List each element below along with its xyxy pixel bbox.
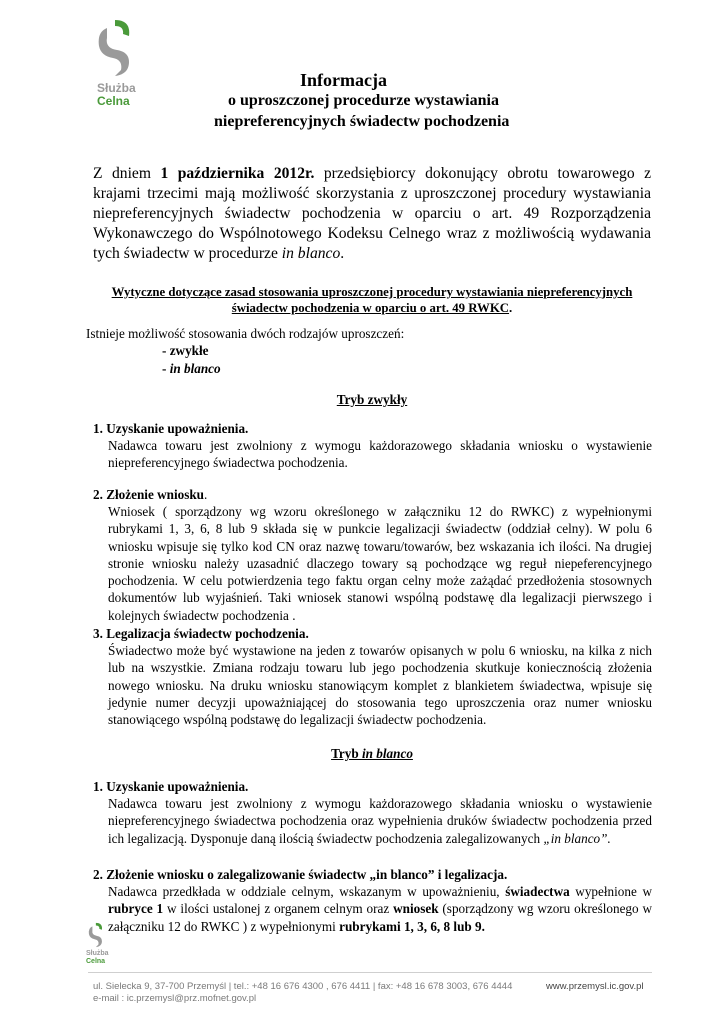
intro-part2: przedsiębiorcy dokonujący obrotu towarowego z krajami trzecimi mają możliwość skorzystania z uproszczonej procedury wystawiania niepreferencyjnych świadectw pochodzenia w oparciu o art. 49 Rozporządzenia Wykonawczego do Wspólnotowego Kodeksu Celnego wraz z możliwością wydawania tych świadectw w procedurze (93, 165, 651, 262)
intro-part1: Z dniem (93, 165, 161, 182)
blanco-s1-text: Nadawca towaru jest zwolniony z wymogu każdorazowego składania wniosku o wystawienie niepreferencyjnego świadectwa pochodzenia oraz wypełnienia druków świadectw pochodzenia przed ich legalizacją. Dysponuje daną ilością świadectw pochodzenia zalegalizowanych (108, 796, 652, 846)
intro-paragraph (93, 164, 651, 264)
blanco-s2-title: 2. Złożenie wniosku o zalegalizowanie świadectw „in blanco” i legalizacja. (93, 867, 508, 882)
normal-s2-body: Wniosek ( sporządzony wg wzoru określonego w załączniku 12 do RWKC) z wypełnionymi rubrykami 1, 3, 6, 8 lub 9 składa się w punkcie legalizacji świadectw (oddział celny). W polu 6 wniosku wpisuje się tylko kod CN oraz nazwę towaru/towarów, bez wskazania ich ilości. Na drugiej stronie wniosku należy uzasadnić dlaczego towary są pochodzące wg reguł niepeferencyjnego pochodzenia. W celu potwierdzenia tego faktu organ celny może zażądać przedłożenia stosownych dokumentów lub wyjaśnień. Taki wniosek stanowi wspólną podstawę dla legalizacji pierwszego i kolejnych świadectw pochodzenia . (108, 504, 652, 623)
subtitle-line2: niepreferencyjnych świadectw pochodzenia (214, 113, 510, 130)
mode-blanco-italic: in blanco (361, 746, 413, 761)
mode-blanco-prefix: Tryb (331, 746, 362, 761)
normal-s1-body: Nadawca towaru jest zwolniony z wymogu każdorazowego składania wniosku o wystawienie niepreferencyjnego świadectwa pochodzenia. (108, 438, 652, 471)
blanco-s1-body (108, 795, 652, 847)
types-intro: Istnieje możliwość stosowania dwóch rodzajów uproszczeń: (86, 326, 405, 341)
mode-normal-heading: Tryb zwykły (336, 392, 408, 407)
guidelines-line1: Wytyczne dotyczące zasad stosowania uproszczonej procedury wystawiania niepreferencyjnych (111, 285, 633, 299)
blanco-s2-b: świadectwa (505, 884, 570, 899)
blanco-s2-c: wypełnione w (569, 884, 652, 899)
blanco-s2-h: rubrykami 1, 3, 6, 8 lub 9. (339, 918, 485, 934)
normal-s2-title-end: . (204, 487, 208, 502)
type-blanco (162, 360, 221, 377)
blanco-s1-title: 1. Uzyskanie upoważnienia. (93, 779, 249, 794)
logo-line1: Służba (97, 81, 136, 95)
footer-divider (88, 972, 652, 973)
page-title: Informacja (300, 70, 387, 90)
guidelines-dot: . (509, 301, 513, 315)
type-blanco-italic: in blanco (169, 361, 221, 376)
guidelines-line2: świadectw pochodzenia w oparciu o art. 49 RWKC (231, 301, 510, 315)
footer-email[interactable]: e-mail : ic.przemysl@prz.mofnet.gov.pl (93, 993, 257, 1004)
type-blanco-dash: - (162, 361, 170, 376)
blanco-s2-g: (sporządzony wg wzoru określonego w załączniku 12 do RWKC ) z wypełnionymi (108, 901, 653, 934)
type-normal: - zwykłe (162, 343, 209, 358)
subtitle-line1: o uproszczonej procedurze wystawiania (228, 92, 499, 109)
normal-s1-title: 1. Uzyskanie upoważnienia. (93, 421, 249, 436)
blanco-s2-d: rubryce 1 (108, 901, 164, 917)
footer-logo-icon (86, 922, 104, 948)
logo-text (97, 82, 136, 108)
footer-address (93, 981, 512, 1005)
blanco-s2-f: wniosek (393, 901, 439, 917)
mode-blanco-heading (93, 746, 651, 762)
footer-logo-line2: Celna (86, 958, 106, 965)
footer-logo-text (86, 950, 109, 966)
logo-line2: Celna (97, 94, 130, 108)
footer-logo-line1: Służba (86, 950, 109, 957)
normal-s2-title (93, 486, 207, 503)
intro-italic: in blanco (281, 245, 341, 262)
blanco-s2-a: Nadawca przedkłada w oddziale celnym, wskazanym w upoważnieniu, (108, 884, 506, 899)
blanco-s1-italic: „in blanco”. (543, 830, 611, 846)
normal-s2-title-text: 2. Złożenie wniosku (93, 487, 205, 502)
normal-s3-body: Świadectwo może być wystawione na jeden z towarów opisanych w polu 6 wniosku, na kilka z nich lub na wszystkie. Zmiana rodzaju towaru lub jego pochodzenia skutkuje koniecznością złożenia nowego wniosku. Na druku wniosku stanowiącym komplet z blankietem świadectwa, wpisuje się jedynie numer decyzji upoważniającej do stosowania tego uproszczenia oraz numer wniosku stanowiącego wspólną podstawę do legalizacji świadectw pochodzenia. (108, 643, 652, 728)
normal-s3-title: 3. Legalizacja świadectw pochodzenia. (93, 626, 309, 641)
footer-website[interactable]: www.przemysl.ic.gov.pl (546, 981, 644, 992)
customs-logo-icon (93, 18, 133, 78)
intro-date: 1 października 2012r. (160, 165, 315, 182)
blanco-s2-body (108, 883, 652, 935)
blanco-s2-e: w ilości ustalonej z organem celnym oraz (163, 901, 394, 917)
intro-end: . (340, 245, 345, 262)
guidelines-heading (93, 284, 651, 316)
footer-address-line: ul. Sielecka 9, 37-700 Przemyśl | tel.: +48 16 676 4300 , 676 4411 | fax: +48 16 678 3003, 676 4444 (93, 981, 513, 992)
